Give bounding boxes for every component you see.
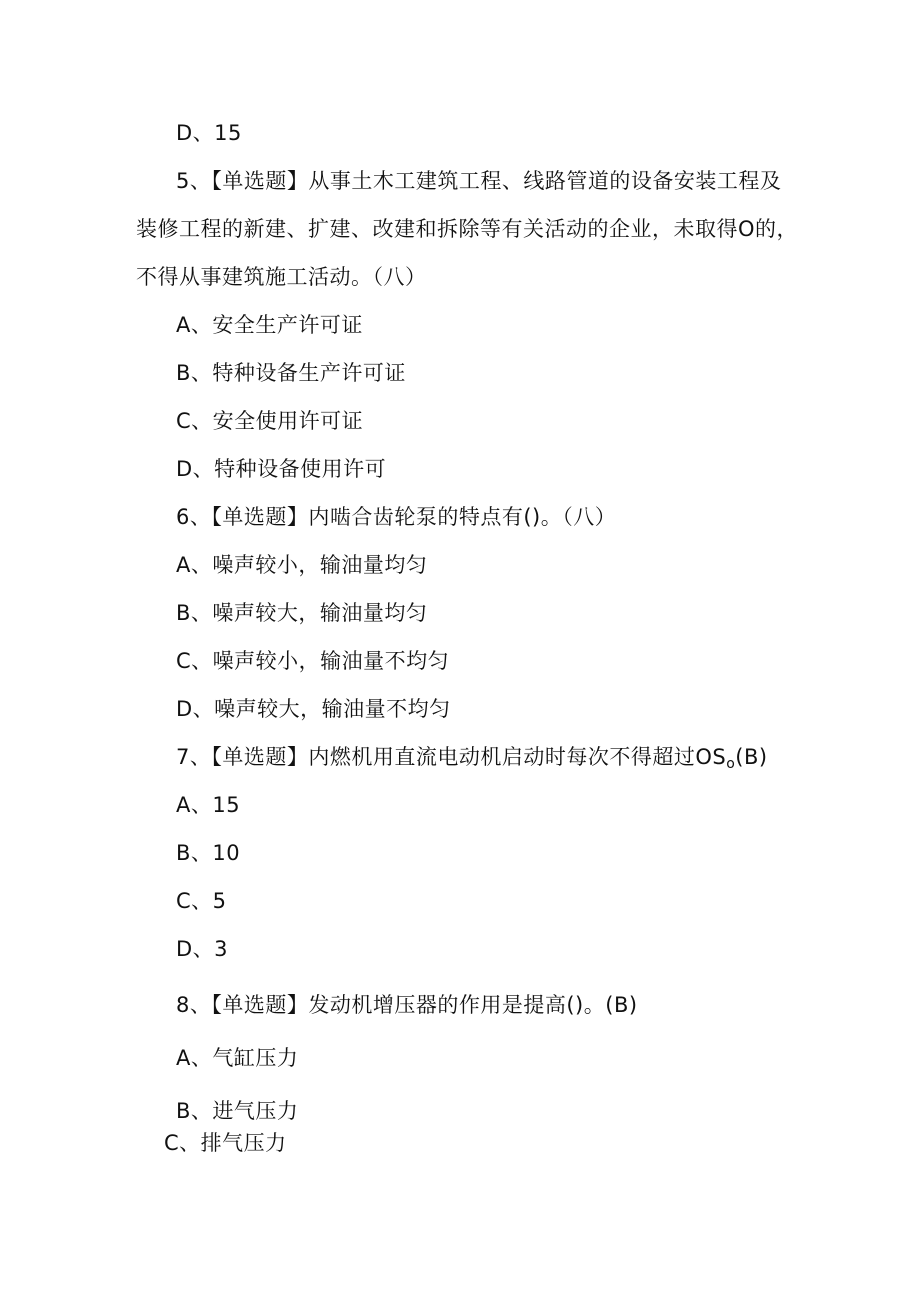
q7-option-c: C、5 xyxy=(176,889,227,913)
q5-option-a: A、安全生产许可证 xyxy=(176,313,363,337)
q6-option-d: D、噪声较大，输油量不均匀 xyxy=(176,697,451,721)
q6-stem: 6、【单选题】内啮合齿轮泵的特点有()。（八） xyxy=(176,505,617,529)
q5-stem-line1: 5、【单选题】从事土木工建筑工程、线路管道的设备安装工程及 xyxy=(176,169,782,193)
q7-stem-sub: o xyxy=(726,756,736,772)
q5-option-c: C、安全使用许可证 xyxy=(176,409,364,433)
q5-stem-line2: 装修工程的新建、扩建、改建和拆除等有关活动的企业，未取得O的， xyxy=(136,217,799,241)
q4-option-d: D、15 xyxy=(176,121,242,145)
q6-option-c: C、噪声较小，输油量不均匀 xyxy=(176,649,450,673)
q7-stem xyxy=(176,745,768,776)
q5-option-d: D、特种设备使用许可 xyxy=(176,457,387,481)
q5-option-b: B、特种设备生产许可证 xyxy=(176,361,406,385)
q7-option-d: D、3 xyxy=(176,937,229,961)
q8-stem: 8、【单选题】发动机增压器的作用是提高()。(B) xyxy=(176,993,638,1017)
q8-option-c: C、排气压力 xyxy=(164,1131,287,1155)
q7-option-a: A、15 xyxy=(176,793,241,817)
q7-stem-answer: (B) xyxy=(735,745,768,769)
q6-option-b: B、噪声较大，输油量均匀 xyxy=(176,601,428,625)
q8-option-b: B、进气压力 xyxy=(176,1099,299,1123)
q5-stem-line3: 不得从事建筑施工活动。（八） xyxy=(136,265,427,289)
q6-option-a: A、噪声较小，输油量均匀 xyxy=(176,553,428,577)
q7-option-b: B、10 xyxy=(176,841,241,865)
q8-option-a: A、气缸压力 xyxy=(176,1046,299,1070)
q7-stem-main: 7、【单选题】内燃机用直流电动机启动时每次不得超过OS xyxy=(176,745,727,769)
